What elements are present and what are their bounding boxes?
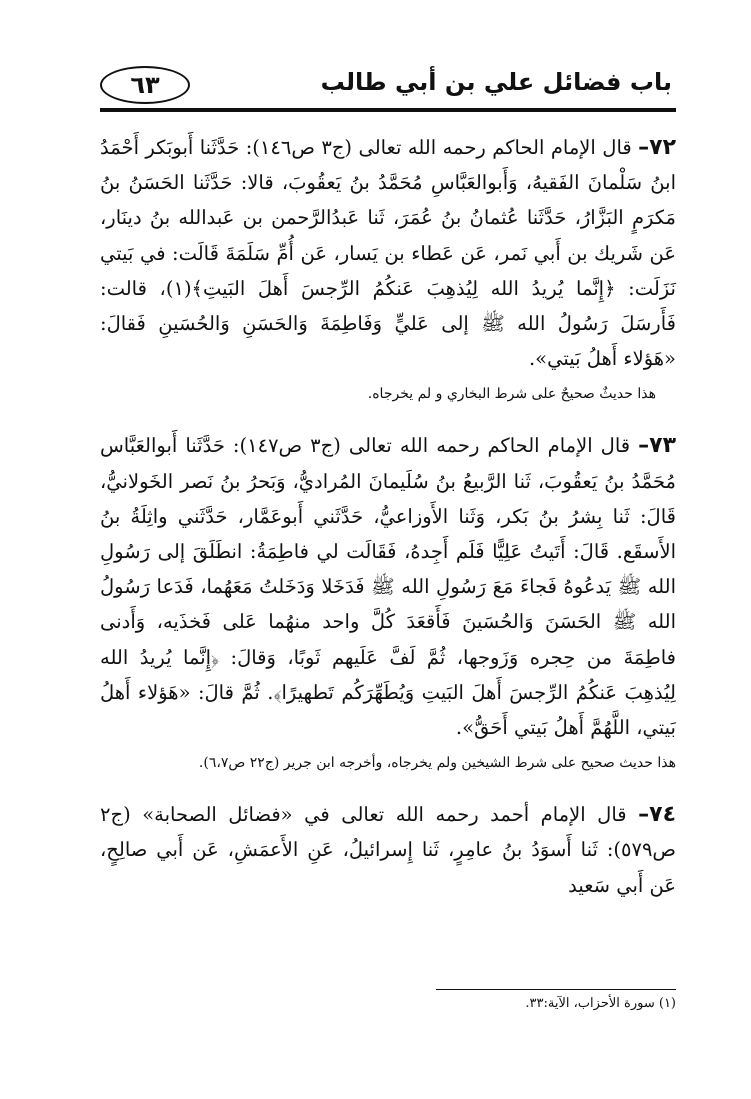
hadith-number: ٧٤– xyxy=(638,802,676,828)
footnote: (١) سورة الأحزاب، الآية:٣٣. xyxy=(525,996,676,1011)
hadith-text: قال الإمام الحاكم رحمه الله تعالى (ج٣ ص١٤٧): حَدَّثَنا أَبوالعَبَّاس مُحَمَّدُ بنُ يَعقُوبَ، ثَنا الرَّبيعُ بنُ سُلَيمانَ المُراديُّ، وَبَحرُ بنُ نَصر الخَولانيُّ، قَالَ: ثَنا بِشرُ بنُ بَكر، وَثَنا الأَوزاعيُّ، حَدَّثَني أَبوعَمَّار، حَدَّثَني واثِلَةُ بنُ الأَسقَع. قَالَ: أَتَيتُ عَلِيًّا فَلَم أَجِدهُ، فَقَالَت لي فاطِمَةُ: انطَلَقَ إلى رَسُولِ الله ﷺ يَدعُوهُ فَجاءَ مَعَ رَسُولِ الله ﷺ فَدَخَلا وَدَخَلتُ مَعَهُما، فَدَعا رَسُولُ الله ﷺ الحَسَنَ وَالحُسَينَ فَأَقعَدَ كُلَّ واحد منهُما عَلى فَخذَيه، وَأَدنى فاطِمَةَ من حِجره وَزَوجها، ثُمَّ لَفَّ عَلَيهم ثَوبًا، وَقالَ: ﴿إِنَّما يُريدُ الله لِيُذهِبَ عَنكُمُ الرِّجسَ أَهلَ البَيتِ وَيُطَهِّرَكُم تَطهيرًا﴾. ثُمَّ قالَ: «هَؤلاء أَهلُ بَيتي، اللَّهُمَّ أَهلُ بَيتي أَحَقُّ». xyxy=(100,434,676,740)
hadith-72 xyxy=(100,130,676,376)
page-body xyxy=(100,130,676,903)
running-title: باب فضائل علي بن أبي طالب xyxy=(320,68,672,96)
page-number: ٦٣ xyxy=(100,66,190,104)
footnote-rule xyxy=(436,989,676,990)
hadith-73 xyxy=(100,428,676,745)
hadith-number: ٧٣– xyxy=(638,433,677,459)
header-rule xyxy=(100,108,676,112)
page-header xyxy=(100,62,672,110)
hadith-text: قال الإمام الحاكم رحمه الله تعالى (ج٣ ص١٤٦): حَدَّثَنا أَبوبَكر أَحْمَدُ ابنُ سَلْمانَ الفَقيهُ، وَأَبوالعَبَّاسِ مُحَمَّدُ بنُ يَعقُوبَ، قالا: حَدَّثَنا الحَسَنُ بنُ مَكرَمٍ البَزَّارُ، حَدَّثَنا عُثمانُ بنُ عُمَرَ، ثَنا عَبدُالرَّحمن بن عَبدالله بنُ دينَار، عَن شَريك بن أَبي نَمر، عَن عَطاء بن يَسار، عَن أُمِّ سَلَمَةَ قَالَت: في بَيتي نَزَلَت: ﴿إِنَّما يُريدُ الله لِيُذهِبَ عَنكُمُ الرِّجسَ أَهلَ البَيتِ﴾(١)، قالت: فَأَرسَلَ رَسُولُ الله ﷺ إلى عَليٍّ وَفَاطِمَةَ وَالحَسَنِ وَالحُسَينِ فَقالَ: «هَؤلاء أَهلُ بَيتي». xyxy=(100,136,676,371)
hadith-text: قال الإمام أحمد رحمه الله تعالى في «فضائل الصحابة» (ج٢ ص٥٧٩): ثَنا أَسوَدُ بنُ عامِرٍ، ثَنا إِسرائيلُ، عَنِ الأَعمَشِ، عَن أَبي صالِحٍ، عَن أَبي سَعيد xyxy=(100,803,676,897)
hadith-74 xyxy=(100,797,676,903)
hadith-number: ٧٢– xyxy=(638,135,677,160)
hadith-grading-note: هذا حديثٌ صحيحٌ على شرط البخاري و لم يخرجاه. xyxy=(367,386,656,403)
hadith-grading-note: هذا حديث صحيح على شرط الشيخين ولم يخرجاه، وأخرجه ابن جرير (ج٢٢ ص٦،٧). xyxy=(198,755,676,772)
